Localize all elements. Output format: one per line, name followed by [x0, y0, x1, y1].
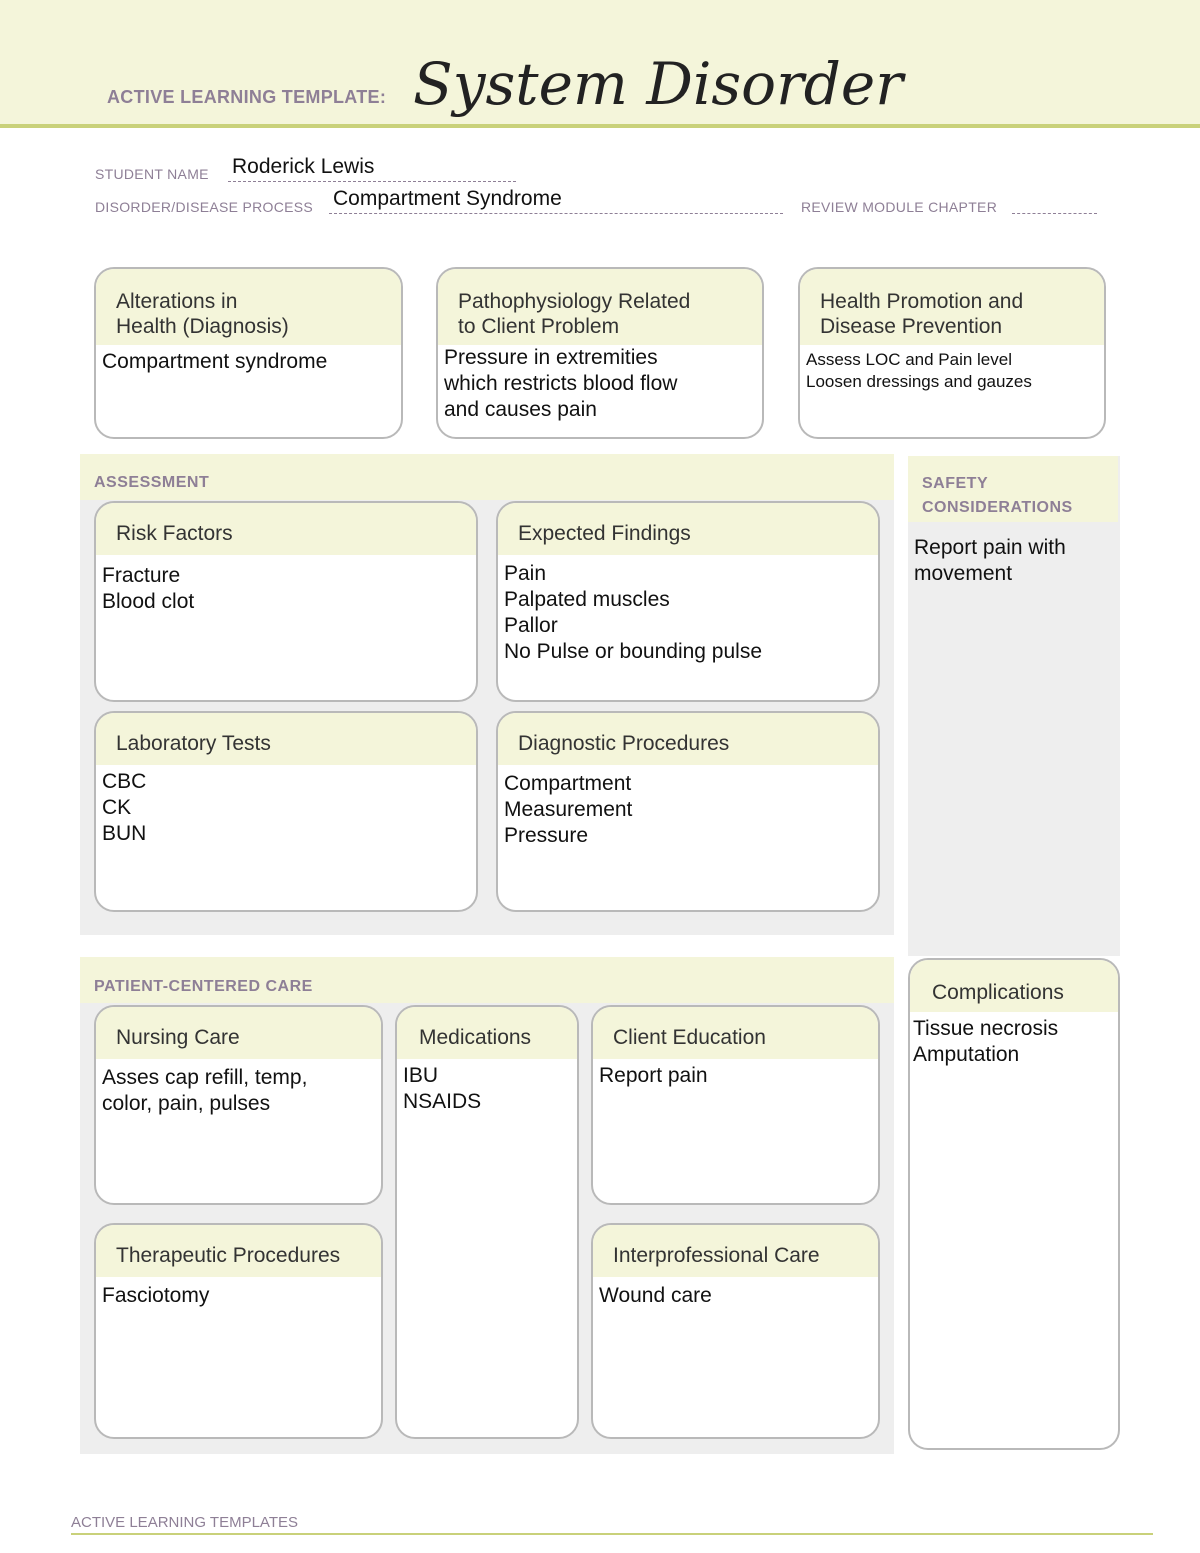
- page-title: System Disorder: [413, 50, 903, 118]
- safety-content[interactable]: Report pain with movement: [914, 536, 1066, 585]
- pathophysiology-content[interactable]: Pressure in extremities which restricts blood flow and causes pain: [444, 346, 678, 421]
- nursing-care-title: Nursing Care: [96, 1007, 381, 1059]
- risk-factors-card: [94, 501, 478, 702]
- footer-text: ACTIVE LEARNING TEMPLATES: [71, 1514, 298, 1531]
- pathophysiology-card: [436, 267, 764, 439]
- laboratory-tests-card: [94, 711, 478, 912]
- diagnostic-procedures-content[interactable]: Compartment Measurement Pressure: [504, 772, 633, 847]
- expected-findings-content[interactable]: Pain Palpated muscles Pallor No Pulse or bounding pulse: [504, 562, 763, 663]
- nursing-care-card: [94, 1005, 383, 1205]
- risk-factors-title: Risk Factors: [96, 503, 476, 555]
- alterations-title: Alterations in Health (Diagnosis): [96, 269, 401, 345]
- client-education-content[interactable]: Report pain: [599, 1064, 708, 1087]
- laboratory-tests-title: Laboratory Tests: [96, 713, 476, 765]
- patient-care-title: PATIENT-CENTERED CARE: [94, 978, 313, 995]
- therapeutic-procedures-card: [94, 1223, 383, 1439]
- health-promotion-card: [798, 267, 1106, 439]
- medications-title: Medications: [397, 1007, 577, 1059]
- template-label: ACTIVE LEARNING TEMPLATE:: [107, 87, 387, 107]
- footer-line: [71, 1533, 1153, 1535]
- laboratory-tests-content[interactable]: CBC CK BUN: [102, 770, 147, 845]
- risk-factors-content[interactable]: Fracture Blood clot: [102, 564, 195, 613]
- pathophysiology-title: Pathophysiology Related to Client Problem: [438, 269, 762, 345]
- medications-card: [395, 1005, 579, 1439]
- interprofessional-care-card: [591, 1223, 880, 1439]
- disorder-field[interactable]: Compartment Syndrome: [333, 187, 562, 210]
- nursing-care-content[interactable]: Asses cap refill, temp, color, pain, pulses: [102, 1066, 308, 1115]
- complications-card: [908, 958, 1120, 1450]
- alterations-content[interactable]: Compartment syndrome: [102, 350, 328, 373]
- expected-findings-card: [496, 501, 880, 702]
- therapeutic-procedures-content[interactable]: Fasciotomy: [102, 1284, 210, 1307]
- review-module-label: REVIEW MODULE CHAPTER: [801, 199, 998, 215]
- complications-title: Complications: [910, 960, 1118, 1012]
- client-education-title: Client Education: [593, 1007, 878, 1059]
- interprofessional-care-content[interactable]: Wound care: [599, 1284, 712, 1307]
- review-module-underline: [1012, 213, 1097, 214]
- student-name-label: STUDENT NAME: [95, 166, 209, 182]
- complications-content[interactable]: Tissue necrosis Amputation: [913, 1017, 1059, 1066]
- diagnostic-procedures-title: Diagnostic Procedures: [498, 713, 878, 765]
- interprofessional-care-title: Interprofessional Care: [593, 1225, 878, 1277]
- alterations-card: [94, 267, 403, 439]
- student-name-field[interactable]: Roderick Lewis: [232, 155, 375, 178]
- health-promotion-content[interactable]: Assess LOC and Pain level Loosen dressings and gauzes: [806, 350, 1032, 391]
- therapeutic-procedures-title: Therapeutic Procedures: [96, 1225, 381, 1277]
- diagnostic-procedures-card: [496, 711, 880, 912]
- client-education-card: [591, 1005, 880, 1205]
- student-name-underline: [228, 181, 516, 182]
- expected-findings-title: Expected Findings: [498, 503, 878, 555]
- medications-content[interactable]: IBU NSAIDS: [403, 1064, 482, 1113]
- disorder-label: DISORDER/DISEASE PROCESS: [95, 199, 314, 215]
- safety-title: SAFETY CONSIDERATIONS: [922, 475, 1073, 516]
- assessment-title: ASSESSMENT: [94, 474, 210, 491]
- disorder-underline: [329, 213, 783, 214]
- health-promotion-title: Health Promotion and Disease Prevention: [800, 269, 1104, 345]
